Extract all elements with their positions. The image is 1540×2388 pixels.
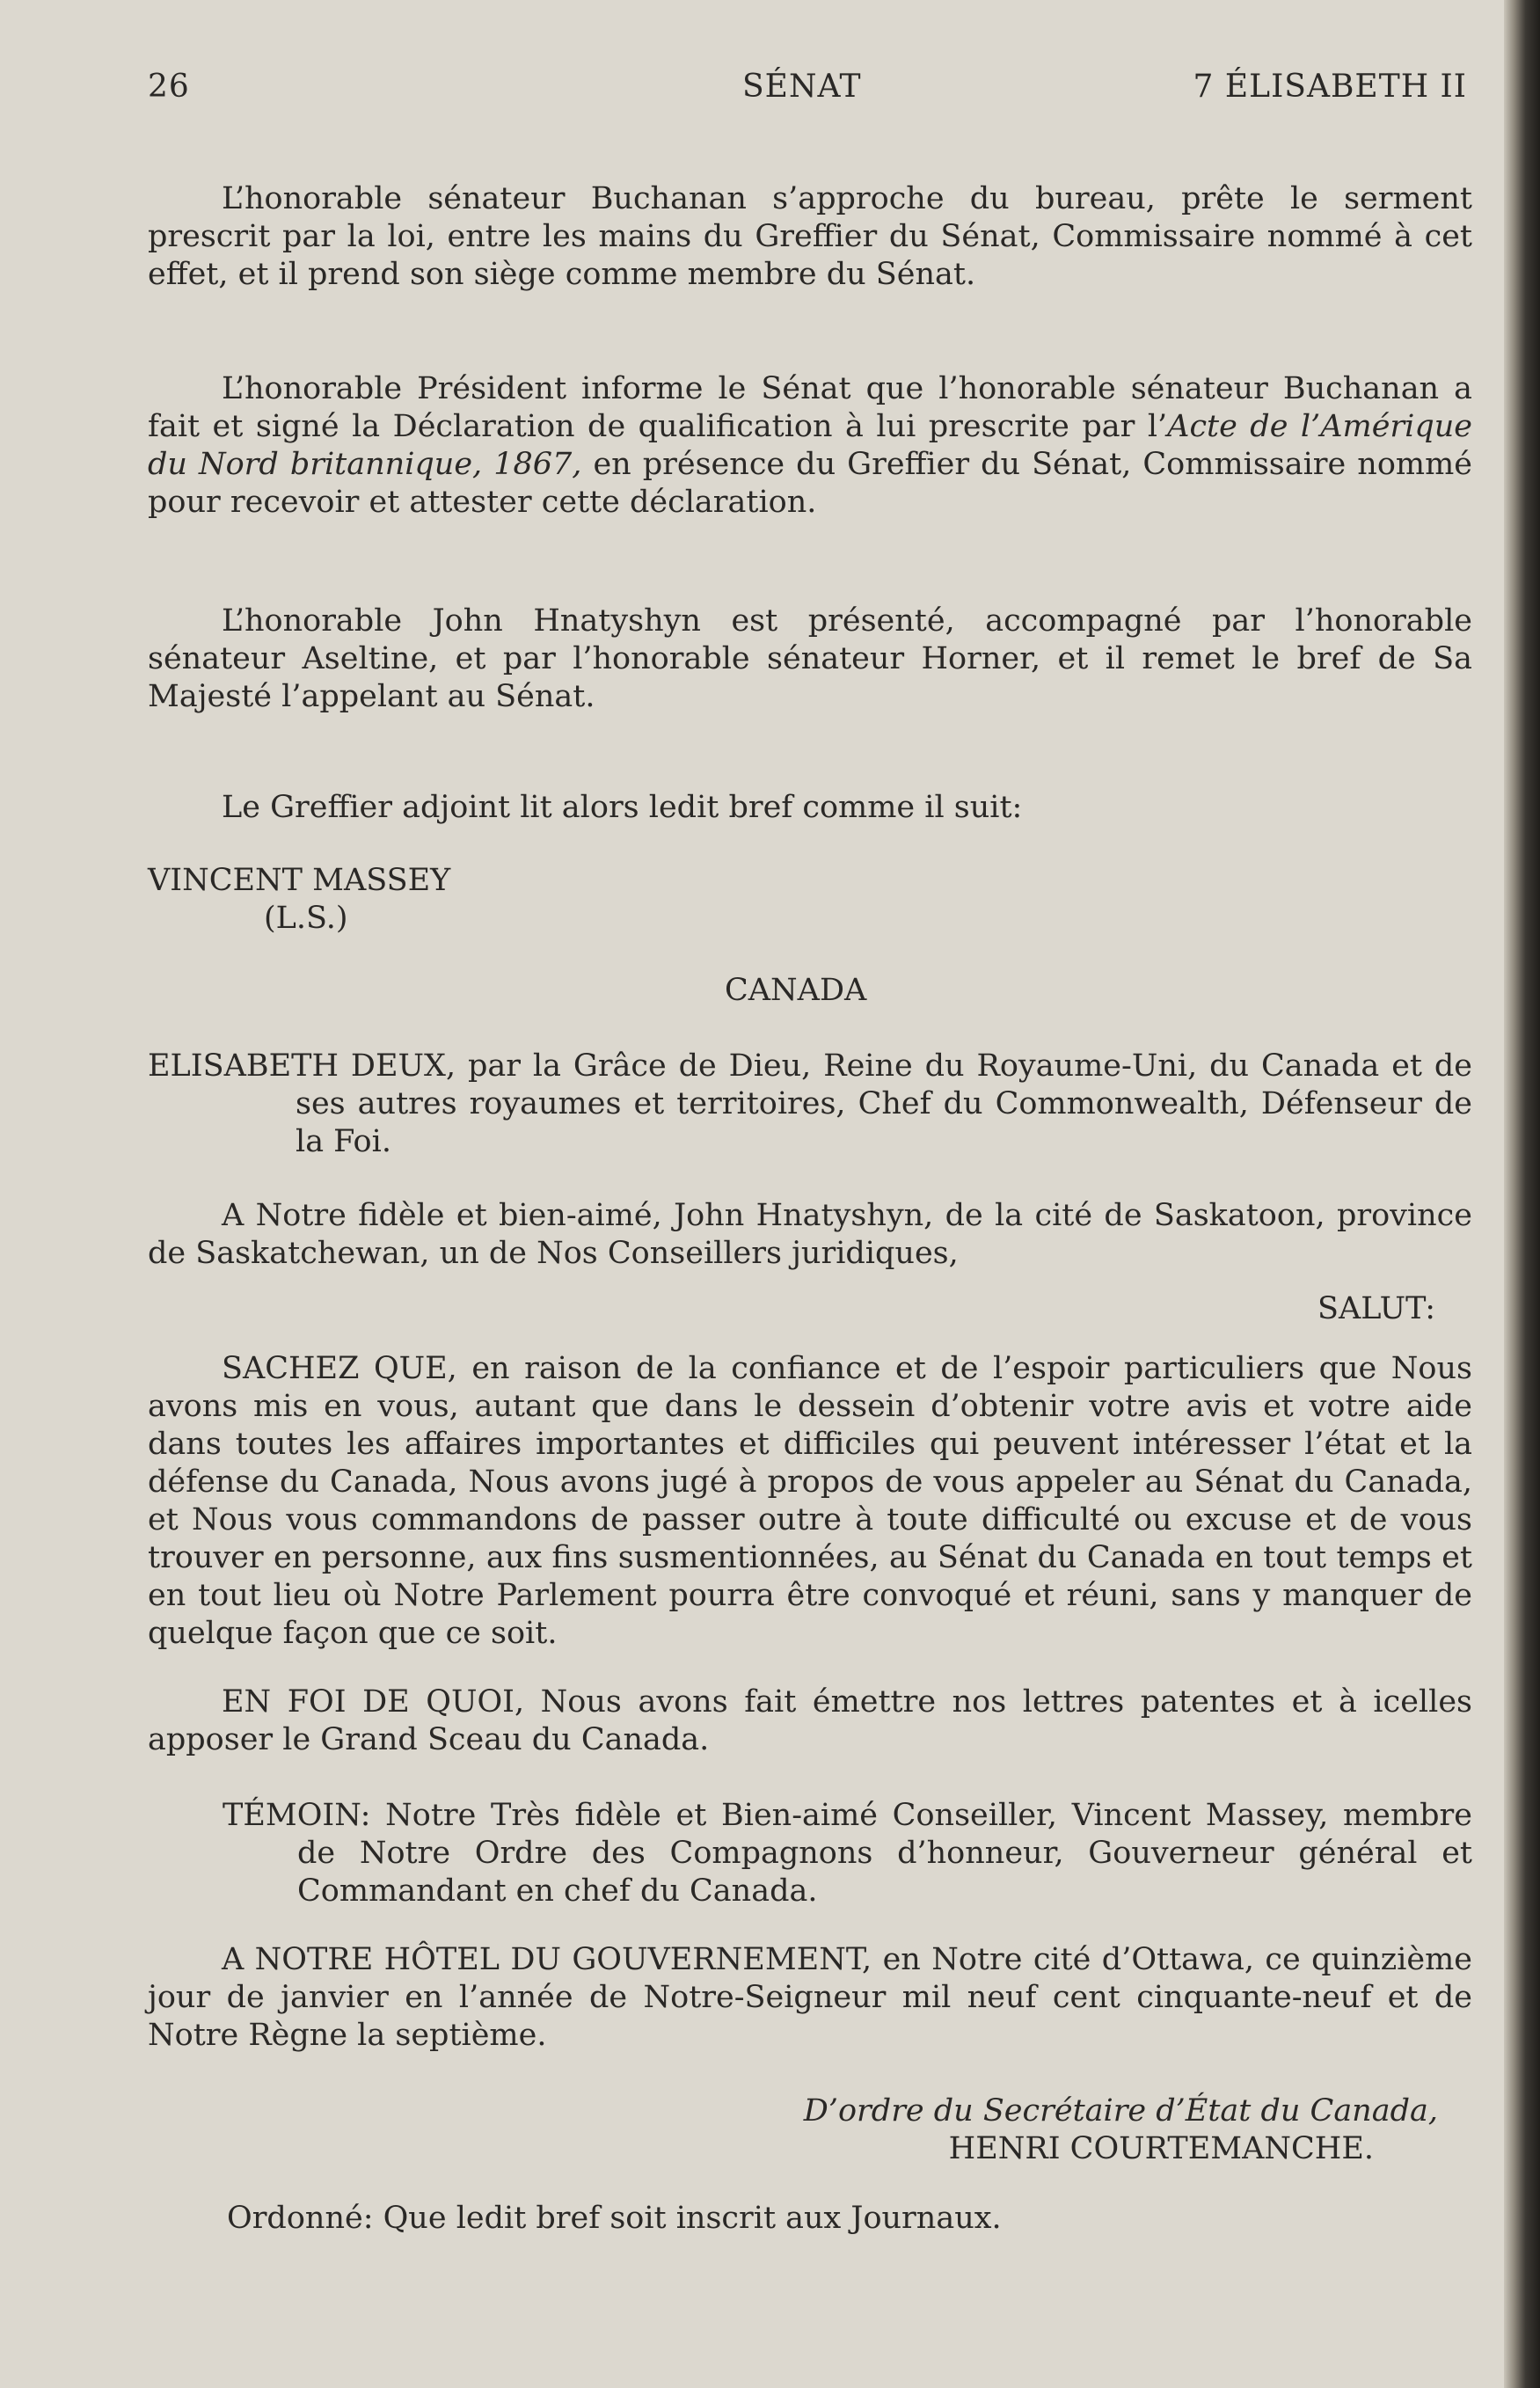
writ-sovereign: ELISABETH DEUX, par la Grâce de Dieu, Reine du Royaume-Uni, du Canada et de ses autres royaumes et territoires, Chef du Commonwealth, Défenseur de la Foi. <box>148 1048 1472 1159</box>
writ-en-foi: EN FOI DE QUOI, Nous avons fait émettre nos lettres patentes et à icelles apposer le Grand Sceau du Canada. <box>148 1684 1472 1757</box>
writ-signer: VINCENT MASSEY <box>148 863 451 898</box>
closing-order: Ordonné: Que ledit bref soit inscrit aux Journaux. <box>227 2201 1002 2236</box>
page-number: 26 <box>148 69 190 105</box>
act-title: Acte de l’Amérique du Nord britannique, 1867, <box>148 409 1472 482</box>
paragraph-declaration <box>148 370 1472 522</box>
binding-edge <box>1504 0 1540 2388</box>
writ-secretary: HENRI COURTEMANCHE. <box>948 2131 1374 2166</box>
header-title: SÉNAT <box>742 69 862 105</box>
paragraph-introduction: L’honorable John Hnatyshyn est présenté, accompagné par l’honorable sénateur Aseltine, et par l’honorable sénateur Horner, et il remet le bref de Sa Majesté l’appelant au Sénat. <box>148 603 1472 714</box>
writ-hotel: A NOTRE HÔTEL DU GOUVERNEMENT, en Notre cité d’Ottawa, ce quinzième jour de janvier en l’année de Notre-Seigneur mil neuf cent cinquante-neuf et de Notre Règne la septième. <box>148 1942 1472 2053</box>
paragraph-oath: L’honorable sénateur Buchanan s’approche du bureau, prête le serment prescrit par la loi, entre les mains du Greffier du Sénat, Commissaire nommé à cet effet, et il prend son siège comme membre du Sénat. <box>148 181 1472 292</box>
writ-order-line: D’ordre du Secrétaire d’État du Canada, <box>803 2093 1438 2129</box>
paragraph-reading: Le Greffier adjoint lit alors ledit bref comme il suit: <box>222 790 1023 825</box>
writ-country: CANADA <box>725 973 867 1008</box>
writ-sachez: SACHEZ QUE, en raison de la confiance et de l’espoir particuliers que Nous avons mis en vous, autant que dans le dessein d’obtenir votre avis et votre aide dans toutes les affaires importantes et difficiles qui peuvent intéresser l’état et la défense du Canada, Nous avons jugé à propos de vous appeler au Sénat du Canada, et Nous vous commandons de passer outre à toute difficulté ou excuse et de vous trouver en personne, aux fins susmentionnées, au Sénat du Canada en tout temps et en tout lieu où Notre Parlement pourra être convoqué et réuni, sans y manquer de quelque façon que ce soit. <box>148 1351 1472 1651</box>
writ-temoin: TÉMOIN: Notre Très fidèle et Bien-aimé Conseiller, Vincent Massey, membre de Notre Ordre des Compagnons d’honneur, Gouverneur général et Commandant en chef du Canada. <box>223 1798 1472 1909</box>
writ-seal: (L.S.) <box>264 901 348 936</box>
declaration-text-b: en présence du Greffier du Sénat, Commissaire nommé pour recevoir et attester cette déclaration. <box>148 447 1472 520</box>
regnal-year: 7 ÉLISABETH II <box>1193 69 1467 105</box>
declaration-text-a: L’honorable Président informe le Sénat que l’honorable sénateur Buchanan a fait et signé la Déclaration de qualification à lui prescrite par l’ <box>148 371 1472 444</box>
writ-address: A Notre fidèle et bien-aimé, John Hnatyshyn, de la cité de Saskatoon, province de Saskatchewan, un de Nos Conseillers juridiques, <box>148 1198 1472 1271</box>
writ-salut: SALUT: <box>1317 1291 1435 1326</box>
